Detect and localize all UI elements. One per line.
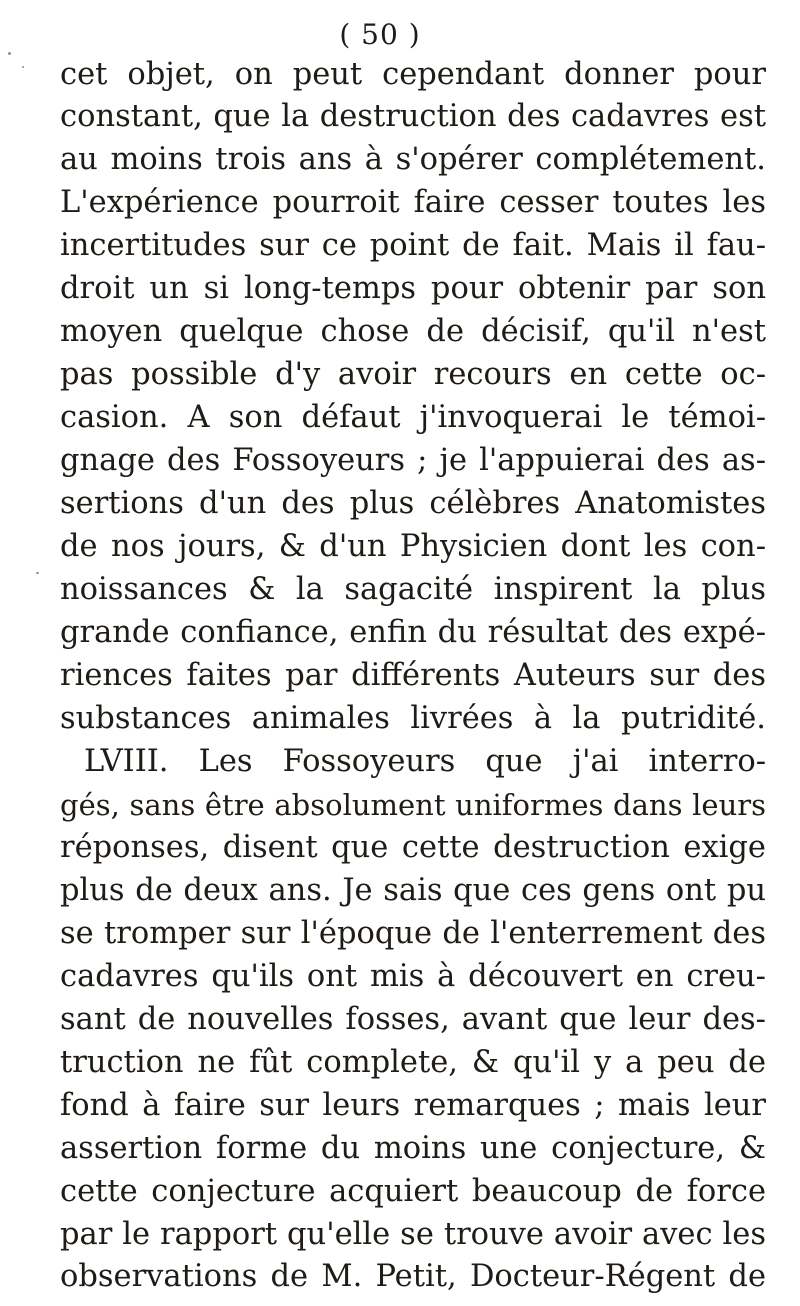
text-line-11: sertions d'un des plus célèbres Anatomistes <box>60 486 766 521</box>
text-line-16: substances animales livrées à la putridité. <box>60 701 766 736</box>
text-line-3: au moins trois ans à s'opérer complétement. <box>60 142 766 177</box>
text-line-19: réponses, disent que cette destruction exige <box>60 830 766 865</box>
text-line-2: constant, que la destruction des cadavres est <box>60 99 766 134</box>
text-line-22: cadavres qu'ils ont mis à découvert en creu- <box>60 959 766 994</box>
text-line-15: riences faites par différents Auteurs sur des <box>60 658 766 693</box>
text-line-8: pas possible d'y avoir recours en cette oc- <box>60 357 766 392</box>
text-line-18: gés, sans être absolument uniformes dans leurs <box>60 788 766 822</box>
text-line-7: moyen quelque chose de décisif, qu'il n'est <box>60 314 766 349</box>
text-line-5: incertitudes sur ce point de fait. Mais il fau- <box>60 228 766 263</box>
print-speck <box>8 52 11 55</box>
text-line-26: assertion forme du moins une conjecture, & <box>60 1131 766 1166</box>
text-line-27: cette conjecture acquiert beaucoup de force <box>60 1174 766 1209</box>
text-line-14: grande confiance, enfin du résultat des expé- <box>60 615 766 650</box>
text-line-6: droit un si long-temps pour obtenir par son <box>60 271 766 306</box>
text-line-28: par le rapport qu'elle se trouve avoir avec les <box>60 1217 766 1252</box>
text-line-10: gnage des Fossoyeurs ; je l'appuierai des as- <box>60 443 766 478</box>
text-line-20: plus de deux ans. Je sais que ces gens ont pu <box>60 873 766 908</box>
page-number: ( 50 ) <box>339 18 421 51</box>
text-line-13: noissances & la sagacité inspirent la plus <box>60 572 766 607</box>
text-line-29: observations de M. Petit, Docteur-Régent de <box>60 1259 766 1294</box>
text-line-23: sant de nouvelles fosses, avant que leur des- <box>60 1002 766 1037</box>
text-line-17: LVIII. Les Fossoyeurs que j'ai interro- <box>84 744 766 779</box>
print-speck <box>22 66 24 68</box>
text-line-12: de nos jours, & d'un Physicien dont les con- <box>60 529 766 564</box>
text-line-9: casion. A son défaut j'invoquerai le témoi- <box>60 400 766 435</box>
text-line-24: truction ne fût complete, & qu'il y a peu de <box>60 1045 766 1080</box>
text-line-1: cet objet, on peut cependant donner pour <box>60 57 766 92</box>
text-line-4: L'expérience pourroit faire cesser toutes les <box>60 185 766 220</box>
text-line-25: fond à faire sur leurs remarques ; mais leur <box>60 1088 766 1123</box>
print-speck <box>36 572 39 574</box>
text-line-21: se tromper sur l'époque de l'enterrement des <box>60 916 766 951</box>
